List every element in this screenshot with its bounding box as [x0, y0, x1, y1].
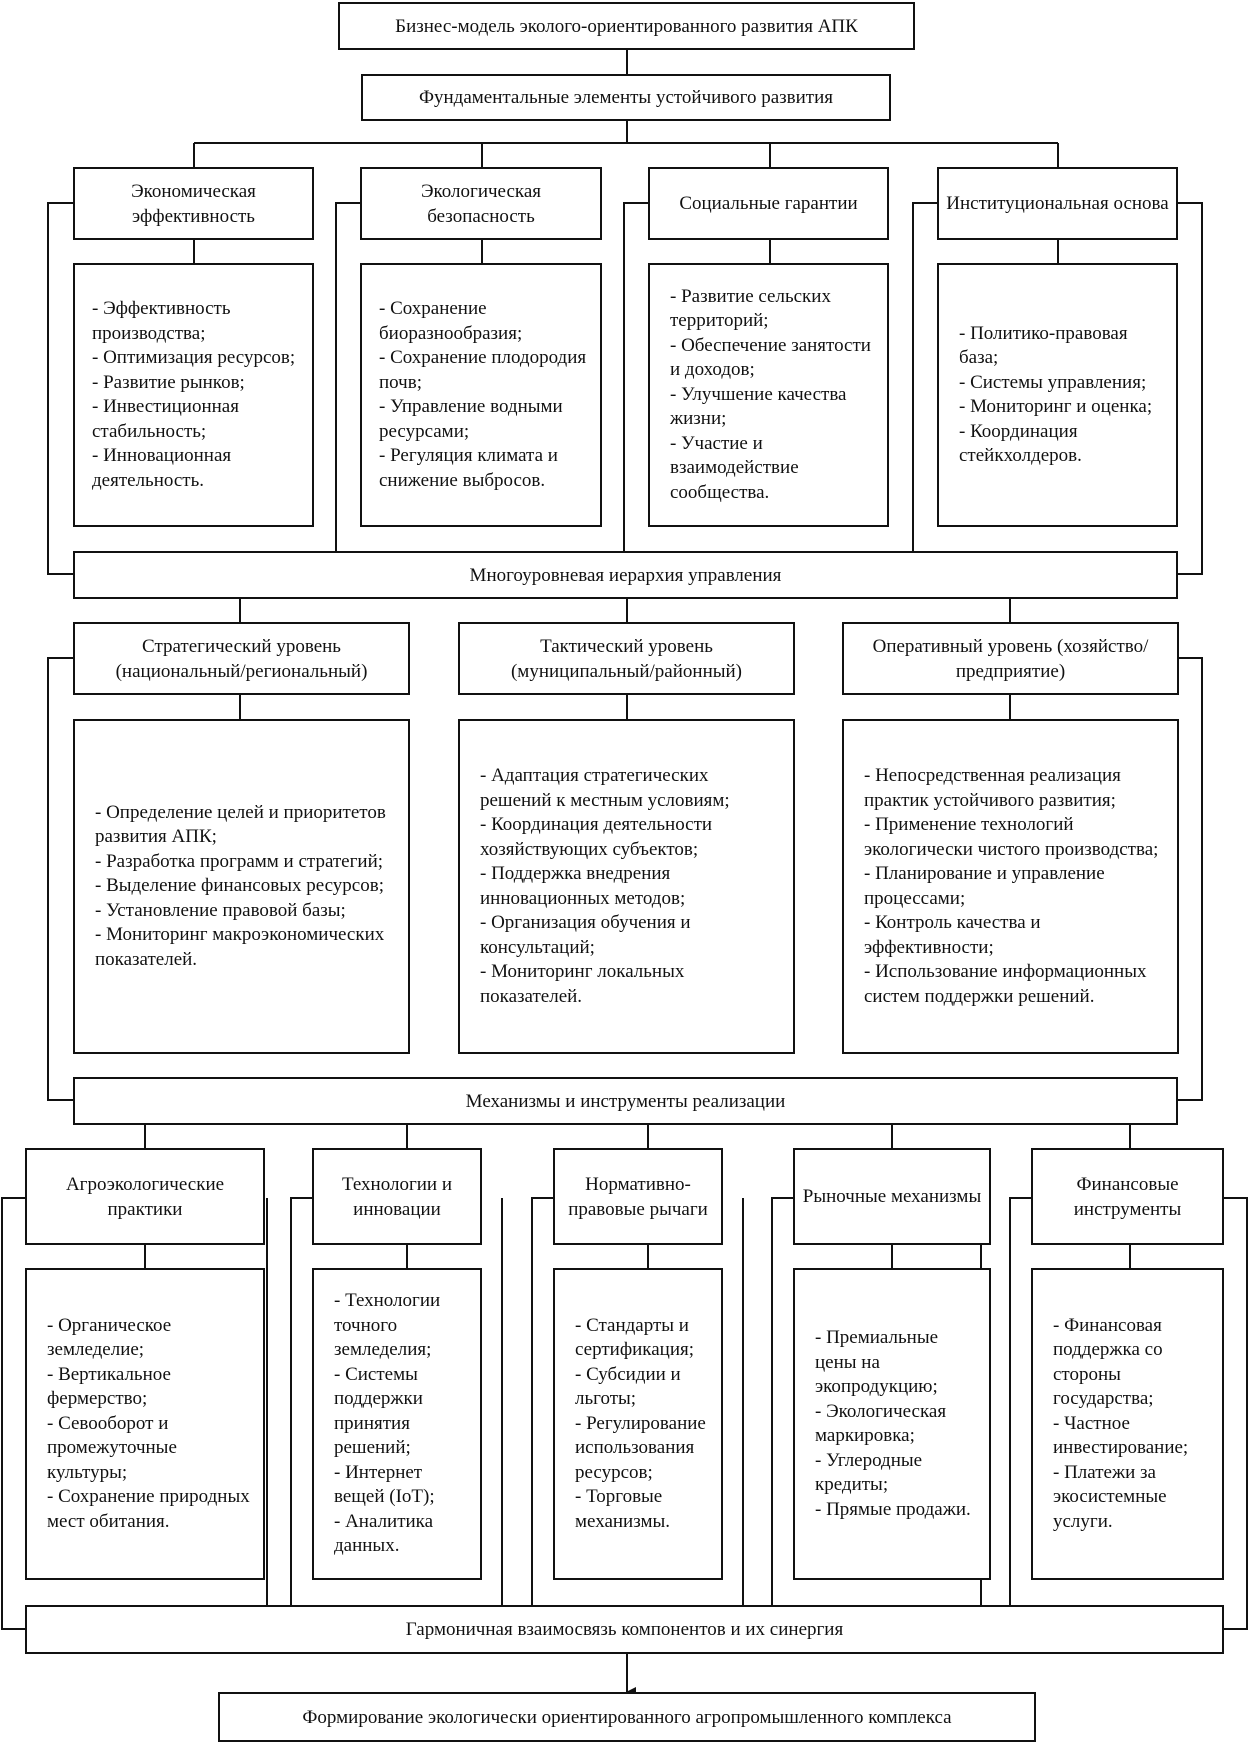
instrument-market-list: [793, 1268, 991, 1580]
list-item: - Частное инвестирование;: [1053, 1412, 1189, 1459]
list-item: - Поддержка внедрения инновационных методов;: [480, 863, 686, 909]
list-item: - Финансовая поддержка со стороны государства;: [1053, 1314, 1163, 1410]
list-item: - Применение технологий экологически чистого производства;: [864, 814, 1159, 860]
instrument-technology-header: Технологии и инновации: [312, 1148, 482, 1245]
list-item: - Сохранение плодородия почв;: [379, 347, 587, 393]
list-item: - Торговые механизмы.: [575, 1486, 670, 1532]
instrument-finance-header: Финансовые инструменты: [1031, 1148, 1224, 1245]
list-item: - Севооборот и промежуточные культуры;: [47, 1412, 177, 1483]
list-item: - Технологии точного земледелия;: [334, 1290, 441, 1361]
list-item: - Координация стейкхолдеров.: [959, 420, 1082, 466]
pillar-institutional-list: [937, 263, 1178, 527]
list-item: - Вертикальное фермерство;: [47, 1363, 171, 1410]
list-item: - Контроль качества и эффективности;: [864, 912, 1041, 958]
list-item: - Регулирование использования ресурсов;: [575, 1412, 706, 1483]
list-item: - Участие и взаимодействие сообщества.: [670, 432, 799, 503]
list-item: - Оптимизация ресурсов;: [92, 347, 296, 368]
list-item: - Использование информационных систем поддержки решений.: [864, 961, 1147, 1007]
list-item: - Стандарты и сертификация;: [575, 1314, 695, 1361]
list-item: - Мониторинг макроэкономических показателей.: [95, 924, 385, 970]
level-operational-list: [842, 719, 1179, 1054]
mechanisms-bar: Механизмы и инструменты реализации: [73, 1077, 1178, 1125]
list-item: - Обеспечение занятости и доходов;: [670, 334, 871, 381]
instrument-regulatory-list: [553, 1268, 723, 1580]
list-item: - Мониторинг и оценка;: [959, 396, 1153, 417]
list-item: - Установление правовой базы;: [95, 899, 346, 921]
list-item: - Планирование и управление процессами;: [864, 863, 1105, 909]
list-item: - Политико-правовая база;: [959, 322, 1128, 368]
list-item: - Непосредственная реализация практик устойчивого развития;: [864, 765, 1121, 811]
level-strategic-list: [73, 719, 410, 1054]
list-item: - Развитие сельских территорий;: [670, 285, 831, 332]
pillar-social-list: [648, 263, 889, 527]
list-item: - Сохранение природных мест обитания.: [47, 1486, 250, 1532]
level-tactical-header: Тактический уровень (муниципальный/районный): [458, 622, 795, 695]
list-item: - Инновационная деятельность.: [92, 445, 232, 491]
list-item: - Эффективность производства;: [92, 298, 231, 344]
list-item: - Экологическая маркировка;: [815, 1400, 947, 1446]
list-item: - Мониторинг локальных показателей.: [480, 961, 685, 1007]
list-item: - Субсидии и льготы;: [575, 1363, 681, 1410]
list-item: - Инвестиционная стабильность;: [92, 396, 239, 442]
synergy-bar: Гармоничная взаимосвязь компонентов и их синергия: [25, 1605, 1224, 1654]
instrument-regulatory-header: Нормативно-правовые рычаги: [553, 1148, 723, 1245]
pillar-ecological-header: Экологическая безопасность: [360, 167, 602, 240]
list-item: - Регуляция климата и снижение выбросов.: [379, 445, 558, 491]
instrument-market-header: Рыночные механизмы: [793, 1148, 991, 1245]
level-tactical-list: [458, 719, 795, 1054]
instrument-agroecological-list: [25, 1268, 265, 1580]
level-operational-header: Оперативный уровень (хозяйство/предприятие): [842, 622, 1179, 695]
hierarchy-bar: Многоуровневая иерархия управления: [73, 551, 1178, 599]
list-item: - Организация обучения и консультаций;: [480, 912, 691, 958]
list-item: - Платежи за экосистемные услуги.: [1053, 1461, 1167, 1532]
list-item: - Углеродные кредиты;: [815, 1449, 923, 1495]
list-item: - Улучшение качества жизни;: [670, 383, 847, 430]
list-item: - Адаптация стратегических решений к местным условиям;: [480, 765, 730, 811]
level-strategic-header: Стратегический уровень (национальный/региональный): [73, 622, 410, 695]
list-item: - Системы поддержки принятия решений;: [334, 1363, 423, 1459]
fundamentals-box: Фундаментальные элементы устойчивого развития: [361, 74, 891, 121]
pillar-institutional-header: Институциональная основа: [937, 167, 1178, 240]
list-item: - Развитие рынков;: [92, 371, 245, 393]
pillar-economic-header: Экономическая эффективность: [73, 167, 314, 240]
result-box: Формирование экологически ориентированного агропромышленного комплекса: [218, 1692, 1036, 1742]
list-item: - Разработка программ и стратегий;: [95, 850, 384, 872]
list-item: - Премиальные цены на экопродукцию;: [815, 1327, 939, 1397]
list-item: - Органическое земледелие;: [47, 1314, 172, 1361]
list-item: - Интернет вещей (IoT);: [334, 1461, 435, 1508]
list-item: - Управление водными ресурсами;: [379, 396, 563, 442]
list-item: - Определение целей и приоритетов развития АПК;: [95, 801, 386, 848]
pillar-economic-list: [73, 263, 314, 527]
list-item: - Сохранение биоразнообразия;: [379, 298, 523, 344]
list-item: - Аналитика данных.: [334, 1510, 434, 1557]
instrument-agroecological-header: Агроэкологические практики: [25, 1148, 265, 1245]
pillar-ecological-list: [360, 263, 602, 527]
list-item: - Системы управления;: [959, 371, 1147, 393]
list-item: - Выделение финансовых ресурсов;: [95, 875, 384, 897]
list-item: - Координация деятельности хозяйствующих субъектов;: [480, 814, 713, 860]
instrument-finance-list: [1031, 1268, 1224, 1580]
instrument-technology-list: [312, 1268, 482, 1580]
pillar-social-header: Социальные гарантии: [648, 167, 889, 240]
list-item: - Прямые продажи.: [815, 1498, 971, 1520]
diagram-title: Бизнес-модель эколого-ориентированного развития АПК: [338, 2, 915, 50]
